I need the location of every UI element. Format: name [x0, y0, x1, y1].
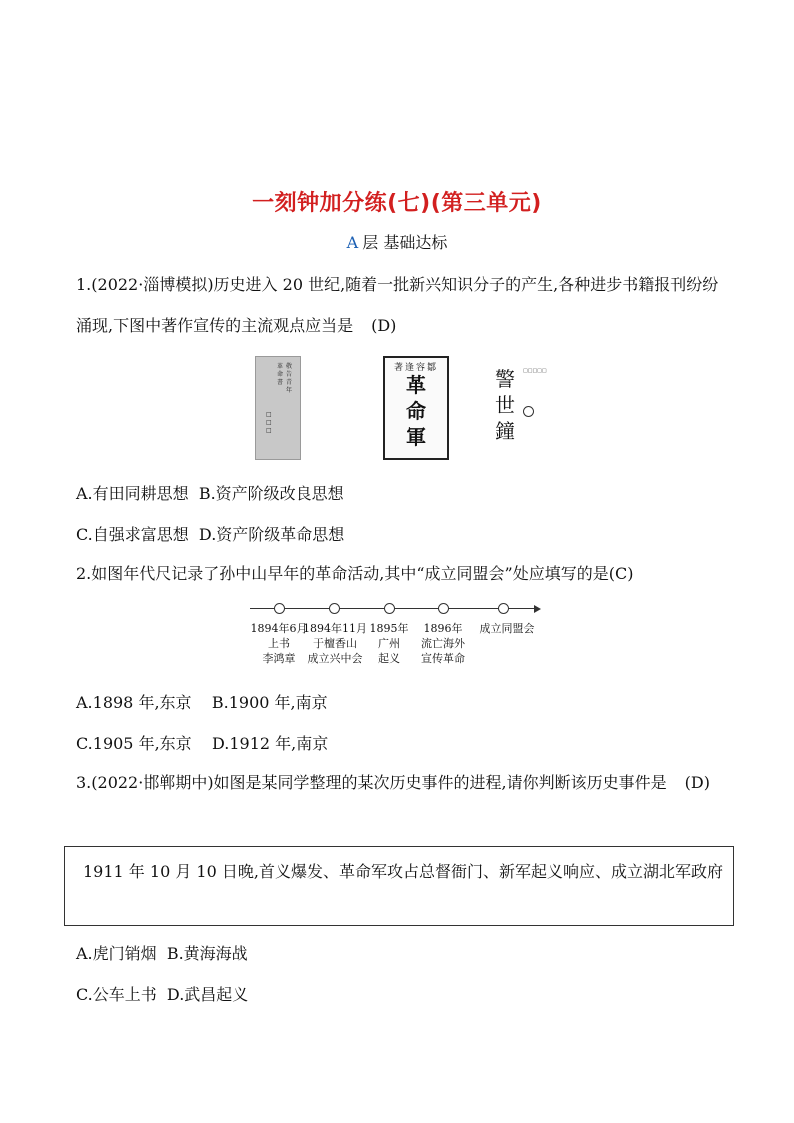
timeline-label: 1895年 广州 起义 [369, 622, 409, 665]
timeline-label: 1894年11月 于檀香山 成立兴中会 [303, 622, 367, 665]
timeline-point [274, 603, 285, 614]
book-author: 著逢容鄒 [393, 363, 438, 373]
event-description-box [64, 846, 734, 926]
question-3-stem [76, 762, 726, 803]
book-cover-image-2 [383, 356, 449, 460]
author-inscription: □□□□□ [523, 368, 547, 374]
timeline-point [498, 603, 509, 614]
question-1-options-row-2: C.自强求富思想 D.资产阶级革命思想 [76, 525, 345, 544]
question-2-stem [76, 553, 736, 594]
question-1-figures [255, 356, 575, 460]
question-3-text: 3.(2022·邯郸期中)如图是某同学整理的某次历史事件的进程,请你判断该历史事件是 [76, 773, 667, 792]
section-subtitle [0, 230, 794, 253]
timeline-label: 成立同盟会 [479, 622, 535, 635]
question-1-text: 1.(2022·淄博模拟)历史进入 20 世纪,随着一批新兴知识分子的产生,各种进步书籍报刊纷纷涌现,下图中著作宣传的主流观点应当是 [76, 275, 719, 335]
book-cover-image-3 [487, 364, 547, 454]
question-2-options-row-2: C.1905 年,东京 D.1912 年,南京 [76, 734, 329, 753]
question-2-text: 2.如图年代尺记录了孙中山早年的革命活动,其中“成立同盟会”处应填写的是 [76, 564, 609, 583]
book-cover-image-1: 敬告青年 革命書 □□□ [255, 356, 301, 460]
year-timeline [250, 600, 550, 670]
seal-icon [523, 406, 534, 417]
level-text: 层 基础达标 [362, 233, 448, 252]
question-3-answer: (D) [684, 773, 710, 792]
timeline-point [384, 603, 395, 614]
book-title-geming-jun: 革命軍 [406, 373, 426, 449]
level-label: A [346, 233, 359, 252]
question-2-options-row-1: A.1898 年,东京 B.1900 年,南京 [76, 693, 328, 712]
timeline-point [329, 603, 340, 614]
timeline-point [438, 603, 449, 614]
question-3-options-row-1: A.虎门销烟 B.黄海海战 [76, 944, 248, 963]
question-1-answer: (D) [371, 316, 397, 335]
event-description-text: 1911 年 10 月 10 日晚,首义爆发、革命军攻占总督衙门、新军起义响应、成立湖北军政府 [83, 862, 723, 881]
timeline-label: 1896年 流亡海外 宣传革命 [421, 622, 465, 665]
question-1-options-row-1: A.有田同耕思想 B.资产阶级改良思想 [76, 484, 344, 503]
timeline-arrow-icon [534, 605, 541, 613]
question-3-options-row-2: C.公车上书 D.武昌起义 [76, 985, 249, 1004]
timeline-label: 1894年6月 上书 李鸿章 [250, 622, 308, 665]
book-title-jingshi-zhong: 警世鐘 [495, 367, 515, 443]
page-title: 一刻钟加分练(七)(第三单元) [252, 191, 542, 216]
question-1-stem [76, 264, 726, 346]
question-2-answer: (C) [608, 564, 634, 583]
